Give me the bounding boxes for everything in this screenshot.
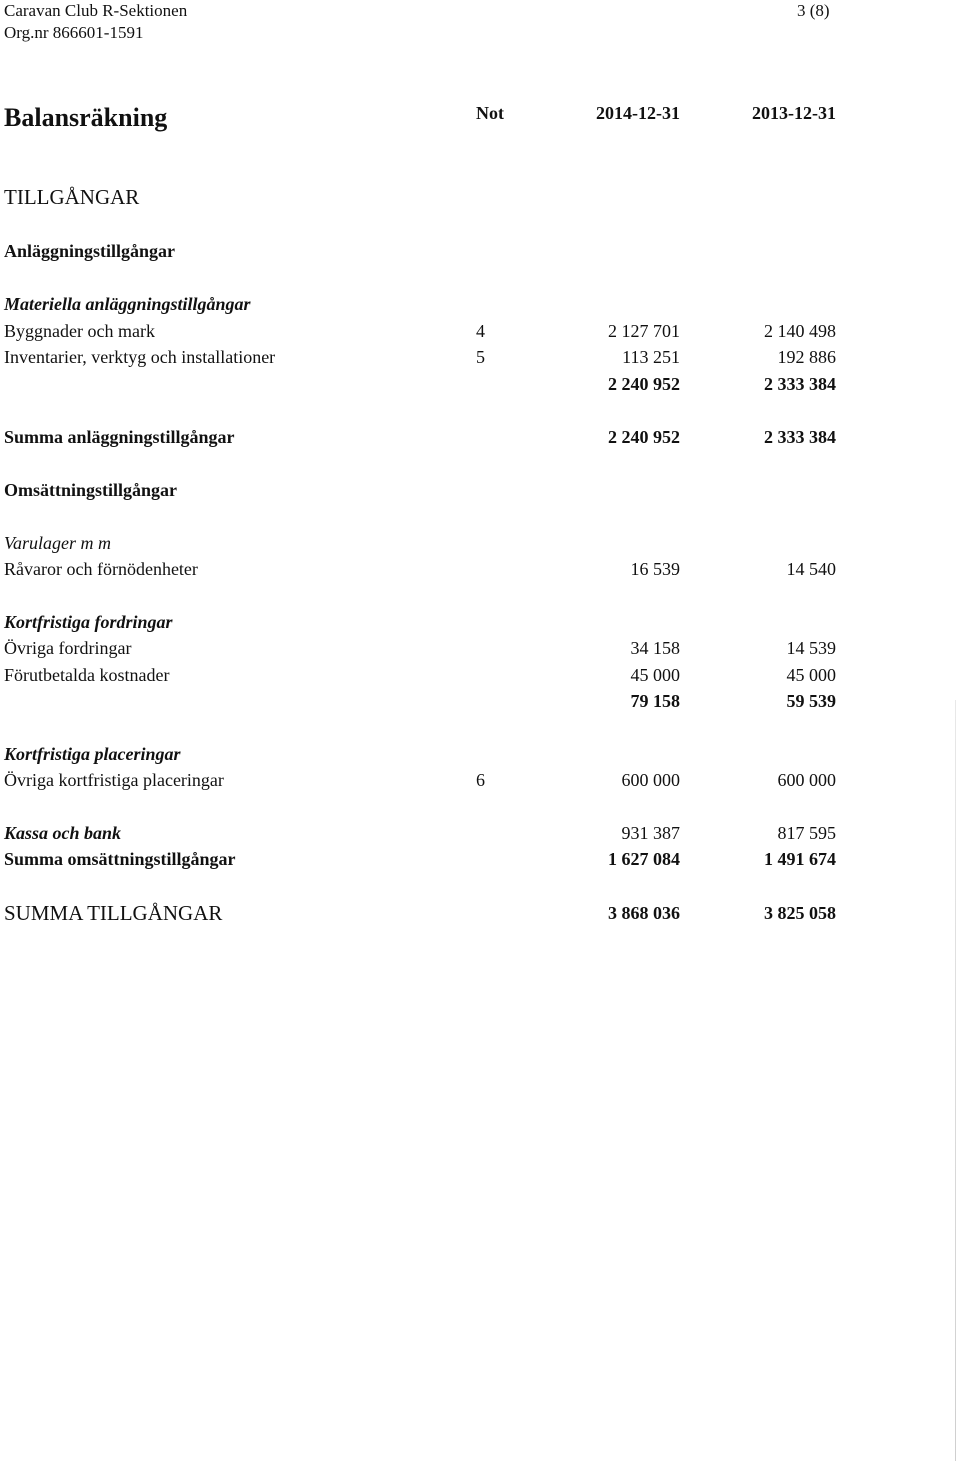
- row-label: Råvaror och förnödenheter: [4, 559, 198, 579]
- row-label: Summa omsättningstillgångar: [4, 849, 236, 869]
- table-row-other-receivables: [0, 637, 960, 661]
- section-assets: TILLGÅNGAR: [4, 185, 140, 209]
- row-label: Övriga kortfristiga placeringar: [4, 770, 224, 790]
- row-label: Inventarier, verktyg och installationer: [4, 347, 276, 367]
- row-value-2013: 59 539: [786, 691, 836, 711]
- row-value-2014: 931 387: [621, 823, 680, 843]
- row-value-2013: 14 539: [786, 638, 836, 658]
- row-value-2013: 45 000: [786, 665, 836, 685]
- section-short-term-investments: Kortfristiga placeringar: [4, 744, 181, 764]
- row-label: SUMMA TILLGÅNGAR: [4, 901, 223, 925]
- table-row-fixed-assets-total: [0, 426, 960, 450]
- row-label: Förutbetalda kostnader: [4, 665, 170, 685]
- table-row-cash: [0, 822, 960, 846]
- section-fixed-assets: Anläggningstillgångar: [4, 241, 176, 261]
- row-value-2014: 2 127 701: [608, 321, 680, 341]
- row-value-2014: 2 240 952: [608, 427, 680, 447]
- column-header-note: Not: [476, 103, 504, 123]
- table-row-prepaid-expenses: [0, 664, 960, 688]
- table-row-raw-materials: [0, 558, 960, 582]
- row-label: Kassa och bank: [4, 823, 122, 843]
- section-tangible-assets: Materiella anläggningstillgångar: [4, 294, 251, 314]
- scan-edge-artifact: [955, 700, 956, 1461]
- row-value-2014: 113 251: [622, 347, 680, 367]
- page-number: 3 (8): [797, 1, 830, 20]
- row-value-2014: 16 539: [630, 559, 680, 579]
- row-value-2013: 192 886: [777, 347, 836, 367]
- row-value-2013: 1 491 674: [764, 849, 836, 869]
- row-value-2013: 600 000: [777, 770, 836, 790]
- page-title: Balansräkning: [4, 103, 168, 132]
- row-label: Övriga fordringar: [4, 638, 132, 658]
- table-row-current-assets-total: [0, 848, 960, 872]
- organization-name: Caravan Club R-Sektionen: [4, 1, 188, 20]
- row-value-2013: 2 333 384: [764, 427, 836, 447]
- row-label: Byggnader och mark: [4, 321, 155, 341]
- row-note: 5: [476, 347, 485, 367]
- table-row-equipment: [0, 346, 960, 370]
- row-value-2014: 3 868 036: [608, 903, 680, 923]
- row-value-2013: 14 540: [786, 559, 836, 579]
- organization-number: Org.nr 866601-1591: [4, 23, 144, 42]
- row-value-2014: 79 158: [630, 691, 680, 711]
- table-row-receivables-subtotal: [0, 690, 960, 714]
- row-value-2014: 1 627 084: [608, 849, 680, 869]
- table-row-buildings: [0, 320, 960, 344]
- section-receivables: Kortfristiga fordringar: [4, 612, 173, 632]
- table-row-total-assets: [0, 901, 960, 925]
- row-value-2014: 600 000: [621, 770, 680, 790]
- section-current-assets: Omsättningstillgångar: [4, 480, 178, 500]
- section-inventory: Varulager m m: [4, 533, 111, 553]
- table-row-tangible-subtotal: [0, 373, 960, 397]
- table-row-other-investments: [0, 769, 960, 793]
- row-label: Summa anläggningstillgångar: [4, 427, 235, 447]
- row-value-2013: 2 333 384: [764, 374, 836, 394]
- column-header-2013: 2013-12-31: [752, 103, 836, 123]
- row-note: 6: [476, 770, 485, 790]
- column-header-2014: 2014-12-31: [596, 103, 680, 123]
- row-value-2014: 2 240 952: [608, 374, 680, 394]
- row-value-2014: 45 000: [630, 665, 680, 685]
- row-value-2014: 34 158: [630, 638, 680, 658]
- row-value-2013: 3 825 058: [764, 903, 836, 923]
- row-note: 4: [476, 321, 485, 341]
- row-value-2013: 2 140 498: [764, 321, 836, 341]
- row-value-2013: 817 595: [777, 823, 836, 843]
